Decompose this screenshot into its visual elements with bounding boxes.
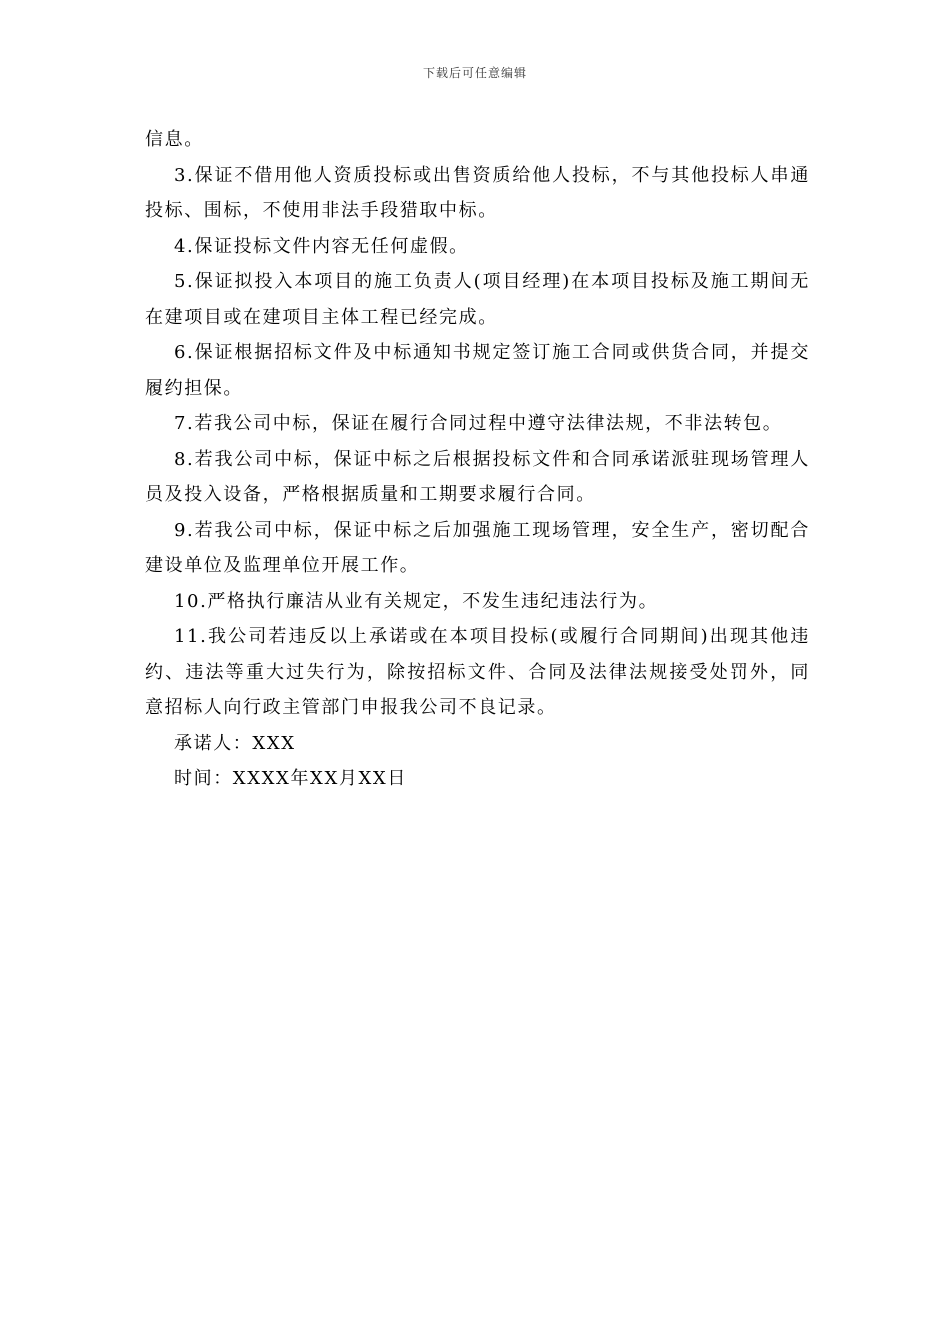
paragraph-item-6: 6.保证根据招标文件及中标通知书规定签订施工合同或供货合同，并提交履约担保。 <box>145 342 810 399</box>
paragraph-continuation: 信息。 <box>145 129 204 150</box>
paragraph-item-8: 8.若我公司中标，保证中标之后根据投标文件和合同承诺派驻现场管理人员及投入设备，严格根据质量和工期要求履行合同。 <box>145 448 810 505</box>
paragraph-item-5: 5.保证拟投入本项目的施工负责人(项目经理)在本项目投标及施工期间无在建项目或在建项目主体工程已经完成。 <box>145 271 810 328</box>
paragraph-item-3: 3.保证不借用他人资质投标或出售资质给他人投标，不与其他投标人串通投标、围标，不使用非法手段猎取中标。 <box>145 164 810 221</box>
paragraph-item-9: 9.若我公司中标，保证中标之后加强施工现场管理，安全生产，密切配合建设单位及监理单位开展工作。 <box>145 519 810 576</box>
paragraph-item-4: 4.保证投标文件内容无任何虚假。 <box>174 235 469 257</box>
paragraph-item-10: 10.严格执行廉洁从业有关规定，不发生违纪违法行为。 <box>174 590 659 612</box>
paragraph-item-11: 11.我公司若违反以上承诺或在本项目投标(或履行合同期间)出现其他违约、违法等重大过失行为，除按招标文件、合同及法律法规接受处罚外，同意招标人向行政主管部门申报我公司不良记录。 <box>145 626 810 718</box>
header-note: 下载后可任意编辑 <box>422 66 527 80</box>
document-body <box>145 122 810 797</box>
paragraph-item-7: 7.若我公司中标，保证在履行合同过程中遵守法律法规，不非法转包。 <box>174 413 783 434</box>
signatory-line: 承诺人：XXX <box>174 732 296 754</box>
date-line: 时间：XXXX年XX月XX日 <box>174 768 407 789</box>
